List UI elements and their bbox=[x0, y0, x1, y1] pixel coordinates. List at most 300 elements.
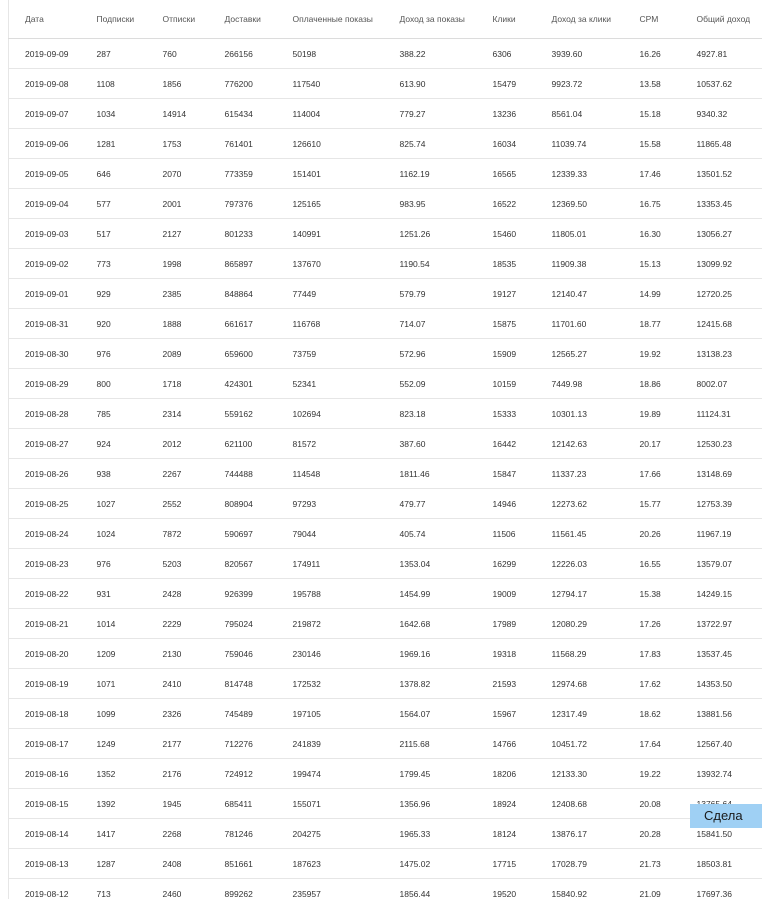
cell-unsubscriptions: 2314 bbox=[147, 399, 209, 429]
cell-paid-impressions: 52341 bbox=[277, 369, 384, 399]
cell-unsubscriptions: 1888 bbox=[147, 309, 209, 339]
cell-impression-revenue: 405.74 bbox=[384, 519, 477, 549]
table-row bbox=[9, 399, 762, 429]
cell-clicks: 19520 bbox=[477, 879, 536, 899]
cell-cpm: 15.13 bbox=[624, 249, 681, 279]
cell-clicks: 18206 bbox=[477, 759, 536, 789]
table-row bbox=[9, 309, 762, 339]
table-row bbox=[9, 819, 762, 849]
cell-date: 2019-08-27 bbox=[9, 429, 81, 459]
cell-clicks: 15967 bbox=[477, 699, 536, 729]
cell-cpm: 20.26 bbox=[624, 519, 681, 549]
cell-click-revenue: 8561.04 bbox=[536, 99, 624, 129]
cell-subscriptions: 938 bbox=[81, 459, 147, 489]
cell-subscriptions: 1034 bbox=[81, 99, 147, 129]
cell-unsubscriptions: 2267 bbox=[147, 459, 209, 489]
cell-paid-impressions: 151401 bbox=[277, 159, 384, 189]
cell-paid-impressions: 126610 bbox=[277, 129, 384, 159]
cell-paid-impressions: 172532 bbox=[277, 669, 384, 699]
column-header-subscriptions[interactable]: Подписки bbox=[81, 0, 147, 39]
save-toast-button[interactable]: Сдела bbox=[690, 804, 762, 828]
table-row bbox=[9, 339, 762, 369]
cell-subscriptions: 646 bbox=[81, 159, 147, 189]
cell-clicks: 15875 bbox=[477, 309, 536, 339]
cell-unsubscriptions: 1998 bbox=[147, 249, 209, 279]
cell-total-revenue: 12720.25 bbox=[681, 279, 762, 309]
cell-deliveries: 615434 bbox=[209, 99, 277, 129]
cell-date: 2019-09-08 bbox=[9, 69, 81, 99]
cell-impression-revenue: 823.18 bbox=[384, 399, 477, 429]
cell-unsubscriptions: 2127 bbox=[147, 219, 209, 249]
cell-impression-revenue: 1454.99 bbox=[384, 579, 477, 609]
cell-deliveries: 808904 bbox=[209, 489, 277, 519]
cell-subscriptions: 517 bbox=[81, 219, 147, 249]
cell-subscriptions: 1071 bbox=[81, 669, 147, 699]
cell-date: 2019-08-22 bbox=[9, 579, 81, 609]
table-row bbox=[9, 849, 762, 879]
cell-paid-impressions: 81572 bbox=[277, 429, 384, 459]
cell-paid-impressions: 195788 bbox=[277, 579, 384, 609]
cell-date: 2019-08-30 bbox=[9, 339, 81, 369]
cell-paid-impressions: 50198 bbox=[277, 39, 384, 69]
cell-deliveries: 559162 bbox=[209, 399, 277, 429]
cell-clicks: 16442 bbox=[477, 429, 536, 459]
cell-date: 2019-09-06 bbox=[9, 129, 81, 159]
cell-paid-impressions: 174911 bbox=[277, 549, 384, 579]
cell-cpm: 20.08 bbox=[624, 789, 681, 819]
cell-date: 2019-09-04 bbox=[9, 189, 81, 219]
cell-cpm: 16.55 bbox=[624, 549, 681, 579]
cell-clicks: 18535 bbox=[477, 249, 536, 279]
cell-clicks: 16565 bbox=[477, 159, 536, 189]
cell-total-revenue: 14353.50 bbox=[681, 669, 762, 699]
cell-subscriptions: 1209 bbox=[81, 639, 147, 669]
column-header-paid-impressions[interactable]: Оплаченные показы bbox=[277, 0, 384, 39]
cell-cpm: 15.77 bbox=[624, 489, 681, 519]
cell-click-revenue: 12080.29 bbox=[536, 609, 624, 639]
cell-total-revenue: 15841.50 bbox=[681, 819, 762, 849]
cell-paid-impressions: 241839 bbox=[277, 729, 384, 759]
cell-cpm: 19.89 bbox=[624, 399, 681, 429]
cell-deliveries: 926399 bbox=[209, 579, 277, 609]
cell-clicks: 19127 bbox=[477, 279, 536, 309]
cell-impression-revenue: 387.60 bbox=[384, 429, 477, 459]
cell-deliveries: 424301 bbox=[209, 369, 277, 399]
cell-date: 2019-08-16 bbox=[9, 759, 81, 789]
cell-clicks: 15460 bbox=[477, 219, 536, 249]
cell-unsubscriptions: 1856 bbox=[147, 69, 209, 99]
cell-deliveries: 851661 bbox=[209, 849, 277, 879]
table-row bbox=[9, 699, 762, 729]
column-header-deliveries[interactable]: Доставки bbox=[209, 0, 277, 39]
cell-subscriptions: 1392 bbox=[81, 789, 147, 819]
cell-click-revenue: 12317.49 bbox=[536, 699, 624, 729]
cell-click-revenue: 12226.03 bbox=[536, 549, 624, 579]
cell-total-revenue: 13056.27 bbox=[681, 219, 762, 249]
cell-paid-impressions: 97293 bbox=[277, 489, 384, 519]
cell-clicks: 16034 bbox=[477, 129, 536, 159]
cell-deliveries: 712276 bbox=[209, 729, 277, 759]
cell-total-revenue: 13353.45 bbox=[681, 189, 762, 219]
cell-cpm: 17.62 bbox=[624, 669, 681, 699]
stats-table bbox=[8, 0, 762, 899]
cell-unsubscriptions: 2410 bbox=[147, 669, 209, 699]
cell-impression-revenue: 388.22 bbox=[384, 39, 477, 69]
cell-deliveries: 801233 bbox=[209, 219, 277, 249]
cell-impression-revenue: 1811.46 bbox=[384, 459, 477, 489]
cell-deliveries: 795024 bbox=[209, 609, 277, 639]
cell-clicks: 16299 bbox=[477, 549, 536, 579]
cell-unsubscriptions: 760 bbox=[147, 39, 209, 69]
cell-click-revenue: 11039.74 bbox=[536, 129, 624, 159]
cell-subscriptions: 1108 bbox=[81, 69, 147, 99]
cell-clicks: 18124 bbox=[477, 819, 536, 849]
cell-impression-revenue: 1251.26 bbox=[384, 219, 477, 249]
cell-click-revenue: 12565.27 bbox=[536, 339, 624, 369]
table-row bbox=[9, 639, 762, 669]
cell-cpm: 19.22 bbox=[624, 759, 681, 789]
table-body bbox=[9, 39, 762, 899]
cell-paid-impressions: 114548 bbox=[277, 459, 384, 489]
cell-paid-impressions: 125165 bbox=[277, 189, 384, 219]
cell-date: 2019-08-18 bbox=[9, 699, 81, 729]
cell-deliveries: 621100 bbox=[209, 429, 277, 459]
cell-impression-revenue: 1162.19 bbox=[384, 159, 477, 189]
cell-impression-revenue: 1356.96 bbox=[384, 789, 477, 819]
cell-subscriptions: 1014 bbox=[81, 609, 147, 639]
cell-cpm: 21.73 bbox=[624, 849, 681, 879]
cell-unsubscriptions: 2001 bbox=[147, 189, 209, 219]
cell-click-revenue: 12339.33 bbox=[536, 159, 624, 189]
cell-clicks: 11506 bbox=[477, 519, 536, 549]
cell-click-revenue: 17028.79 bbox=[536, 849, 624, 879]
cell-total-revenue: 13099.92 bbox=[681, 249, 762, 279]
cell-clicks: 18924 bbox=[477, 789, 536, 819]
cell-click-revenue: 12140.47 bbox=[536, 279, 624, 309]
cell-click-revenue: 10451.72 bbox=[536, 729, 624, 759]
cell-total-revenue: 11124.31 bbox=[681, 399, 762, 429]
cell-click-revenue: 13876.17 bbox=[536, 819, 624, 849]
cell-total-revenue: 4927.81 bbox=[681, 39, 762, 69]
cell-cpm: 16.30 bbox=[624, 219, 681, 249]
cell-cpm: 15.18 bbox=[624, 99, 681, 129]
table-row bbox=[9, 369, 762, 399]
cell-date: 2019-08-31 bbox=[9, 309, 81, 339]
cell-date: 2019-08-12 bbox=[9, 879, 81, 899]
cell-click-revenue: 12408.68 bbox=[536, 789, 624, 819]
cell-deliveries: 776200 bbox=[209, 69, 277, 99]
column-header-cpm[interactable]: CPM bbox=[624, 0, 681, 39]
cell-unsubscriptions: 2268 bbox=[147, 819, 209, 849]
cell-total-revenue: 11967.19 bbox=[681, 519, 762, 549]
cell-cpm: 17.26 bbox=[624, 609, 681, 639]
cell-total-revenue: 12753.39 bbox=[681, 489, 762, 519]
cell-total-revenue: 10537.62 bbox=[681, 69, 762, 99]
table-row bbox=[9, 489, 762, 519]
cell-paid-impressions: 102694 bbox=[277, 399, 384, 429]
cell-impression-revenue: 1190.54 bbox=[384, 249, 477, 279]
cell-date: 2019-08-28 bbox=[9, 399, 81, 429]
cell-subscriptions: 1027 bbox=[81, 489, 147, 519]
cell-impression-revenue: 572.96 bbox=[384, 339, 477, 369]
cell-unsubscriptions: 1945 bbox=[147, 789, 209, 819]
cell-clicks: 21593 bbox=[477, 669, 536, 699]
cell-paid-impressions: 219872 bbox=[277, 609, 384, 639]
table-row bbox=[9, 159, 762, 189]
cell-subscriptions: 976 bbox=[81, 549, 147, 579]
cell-clicks: 15847 bbox=[477, 459, 536, 489]
cell-clicks: 17989 bbox=[477, 609, 536, 639]
cell-click-revenue: 15840.92 bbox=[536, 879, 624, 899]
table-row bbox=[9, 249, 762, 279]
cell-subscriptions: 931 bbox=[81, 579, 147, 609]
cell-clicks: 13236 bbox=[477, 99, 536, 129]
cell-click-revenue: 12273.62 bbox=[536, 489, 624, 519]
cell-impression-revenue: 1642.68 bbox=[384, 609, 477, 639]
cell-date: 2019-08-19 bbox=[9, 669, 81, 699]
cell-date: 2019-09-01 bbox=[9, 279, 81, 309]
cell-date: 2019-09-09 bbox=[9, 39, 81, 69]
cell-click-revenue: 12133.30 bbox=[536, 759, 624, 789]
cell-subscriptions: 1417 bbox=[81, 819, 147, 849]
cell-impression-revenue: 552.09 bbox=[384, 369, 477, 399]
table-row bbox=[9, 129, 762, 159]
cell-total-revenue: 13579.07 bbox=[681, 549, 762, 579]
cell-click-revenue: 9923.72 bbox=[536, 69, 624, 99]
cell-deliveries: 659600 bbox=[209, 339, 277, 369]
cell-subscriptions: 1287 bbox=[81, 849, 147, 879]
cell-cpm: 20.28 bbox=[624, 819, 681, 849]
cell-impression-revenue: 779.27 bbox=[384, 99, 477, 129]
cell-deliveries: 744488 bbox=[209, 459, 277, 489]
table-row bbox=[9, 609, 762, 639]
cell-deliveries: 773359 bbox=[209, 159, 277, 189]
cell-date: 2019-09-05 bbox=[9, 159, 81, 189]
cell-total-revenue: 13138.23 bbox=[681, 339, 762, 369]
cell-impression-revenue: 479.77 bbox=[384, 489, 477, 519]
cell-paid-impressions: 155071 bbox=[277, 789, 384, 819]
cell-clicks: 19009 bbox=[477, 579, 536, 609]
cell-click-revenue: 3939.60 bbox=[536, 39, 624, 69]
cell-impression-revenue: 1799.45 bbox=[384, 759, 477, 789]
table-row bbox=[9, 579, 762, 609]
cell-date: 2019-08-13 bbox=[9, 849, 81, 879]
cell-click-revenue: 10301.13 bbox=[536, 399, 624, 429]
cell-subscriptions: 1099 bbox=[81, 699, 147, 729]
cell-cpm: 13.58 bbox=[624, 69, 681, 99]
cell-click-revenue: 7449.98 bbox=[536, 369, 624, 399]
table-row bbox=[9, 429, 762, 459]
table-row bbox=[9, 669, 762, 699]
table-row bbox=[9, 279, 762, 309]
cell-date: 2019-08-23 bbox=[9, 549, 81, 579]
cell-total-revenue: 13722.97 bbox=[681, 609, 762, 639]
table-header-row bbox=[9, 0, 762, 39]
table-row bbox=[9, 729, 762, 759]
cell-cpm: 17.64 bbox=[624, 729, 681, 759]
cell-click-revenue: 11337.23 bbox=[536, 459, 624, 489]
cell-paid-impressions: 140991 bbox=[277, 219, 384, 249]
cell-subscriptions: 924 bbox=[81, 429, 147, 459]
cell-date: 2019-08-26 bbox=[9, 459, 81, 489]
cell-unsubscriptions: 2130 bbox=[147, 639, 209, 669]
table-row bbox=[9, 519, 762, 549]
cell-total-revenue: 8002.07 bbox=[681, 369, 762, 399]
cell-click-revenue: 11561.45 bbox=[536, 519, 624, 549]
cell-deliveries: 266156 bbox=[209, 39, 277, 69]
cell-subscriptions: 1352 bbox=[81, 759, 147, 789]
cell-subscriptions: 1024 bbox=[81, 519, 147, 549]
cell-impression-revenue: 983.95 bbox=[384, 189, 477, 219]
cell-date: 2019-08-24 bbox=[9, 519, 81, 549]
column-header-total-revenue[interactable]: Общий доход bbox=[681, 0, 762, 39]
cell-unsubscriptions: 2460 bbox=[147, 879, 209, 899]
table-row bbox=[9, 459, 762, 489]
cell-impression-revenue: 2115.68 bbox=[384, 729, 477, 759]
cell-date: 2019-09-02 bbox=[9, 249, 81, 279]
cell-clicks: 10159 bbox=[477, 369, 536, 399]
cell-deliveries: 781246 bbox=[209, 819, 277, 849]
cell-clicks: 17715 bbox=[477, 849, 536, 879]
cell-click-revenue: 12369.50 bbox=[536, 189, 624, 219]
cell-cpm: 20.17 bbox=[624, 429, 681, 459]
cell-total-revenue: 12530.23 bbox=[681, 429, 762, 459]
cell-paid-impressions: 114004 bbox=[277, 99, 384, 129]
cell-paid-impressions: 187623 bbox=[277, 849, 384, 879]
table-row bbox=[9, 69, 762, 99]
cell-click-revenue: 11805.01 bbox=[536, 219, 624, 249]
cell-impression-revenue: 1965.33 bbox=[384, 819, 477, 849]
cell-click-revenue: 12794.17 bbox=[536, 579, 624, 609]
table-row bbox=[9, 39, 762, 69]
cell-click-revenue: 11701.60 bbox=[536, 309, 624, 339]
cell-date: 2019-08-17 bbox=[9, 729, 81, 759]
column-header-impression-revenue[interactable]: Доход за показы bbox=[384, 0, 477, 39]
column-header-date[interactable]: Дата bbox=[9, 0, 81, 39]
cell-impression-revenue: 714.07 bbox=[384, 309, 477, 339]
cell-clicks: 15909 bbox=[477, 339, 536, 369]
cell-total-revenue: 12415.68 bbox=[681, 309, 762, 339]
column-header-clicks[interactable]: Клики bbox=[477, 0, 536, 39]
cell-paid-impressions: 199474 bbox=[277, 759, 384, 789]
table-row bbox=[9, 99, 762, 129]
cell-subscriptions: 976 bbox=[81, 339, 147, 369]
cell-impression-revenue: 1969.16 bbox=[384, 639, 477, 669]
cell-impression-revenue: 579.79 bbox=[384, 279, 477, 309]
cell-subscriptions: 287 bbox=[81, 39, 147, 69]
cell-clicks: 6306 bbox=[477, 39, 536, 69]
cell-click-revenue: 12142.63 bbox=[536, 429, 624, 459]
cell-unsubscriptions: 2089 bbox=[147, 339, 209, 369]
cell-unsubscriptions: 1718 bbox=[147, 369, 209, 399]
cell-cpm: 17.46 bbox=[624, 159, 681, 189]
cell-impression-revenue: 1353.04 bbox=[384, 549, 477, 579]
cell-deliveries: 899262 bbox=[209, 879, 277, 899]
cell-cpm: 18.62 bbox=[624, 699, 681, 729]
cell-date: 2019-08-29 bbox=[9, 369, 81, 399]
cell-date: 2019-09-03 bbox=[9, 219, 81, 249]
table-row bbox=[9, 879, 762, 899]
cell-unsubscriptions: 1753 bbox=[147, 129, 209, 159]
cell-deliveries: 814748 bbox=[209, 669, 277, 699]
column-header-click-revenue[interactable]: Доход за клики bbox=[536, 0, 624, 39]
cell-cpm: 15.58 bbox=[624, 129, 681, 159]
cell-impression-revenue: 1564.07 bbox=[384, 699, 477, 729]
cell-clicks: 15333 bbox=[477, 399, 536, 429]
cell-paid-impressions: 79044 bbox=[277, 519, 384, 549]
cell-deliveries: 820567 bbox=[209, 549, 277, 579]
cell-impression-revenue: 825.74 bbox=[384, 129, 477, 159]
cell-subscriptions: 785 bbox=[81, 399, 147, 429]
cell-deliveries: 661617 bbox=[209, 309, 277, 339]
stats-table-container bbox=[8, 0, 762, 899]
cell-cpm: 16.75 bbox=[624, 189, 681, 219]
cell-paid-impressions: 197105 bbox=[277, 699, 384, 729]
cell-paid-impressions: 117540 bbox=[277, 69, 384, 99]
cell-total-revenue: 13537.45 bbox=[681, 639, 762, 669]
cell-clicks: 16522 bbox=[477, 189, 536, 219]
cell-total-revenue: 13881.56 bbox=[681, 699, 762, 729]
cell-date: 2019-08-15 bbox=[9, 789, 81, 819]
cell-total-revenue: 11865.48 bbox=[681, 129, 762, 159]
cell-paid-impressions: 116768 bbox=[277, 309, 384, 339]
cell-deliveries: 724912 bbox=[209, 759, 277, 789]
cell-impression-revenue: 1856.44 bbox=[384, 879, 477, 899]
cell-total-revenue: 13501.52 bbox=[681, 159, 762, 189]
cell-unsubscriptions: 2408 bbox=[147, 849, 209, 879]
cell-deliveries: 590697 bbox=[209, 519, 277, 549]
cell-unsubscriptions: 7872 bbox=[147, 519, 209, 549]
cell-clicks: 19318 bbox=[477, 639, 536, 669]
cell-deliveries: 685411 bbox=[209, 789, 277, 819]
cell-date: 2019-08-20 bbox=[9, 639, 81, 669]
cell-total-revenue: 14249.15 bbox=[681, 579, 762, 609]
cell-deliveries: 745489 bbox=[209, 699, 277, 729]
cell-deliveries: 761401 bbox=[209, 129, 277, 159]
cell-click-revenue: 12974.68 bbox=[536, 669, 624, 699]
table-row bbox=[9, 759, 762, 789]
cell-paid-impressions: 235957 bbox=[277, 879, 384, 899]
cell-date: 2019-08-21 bbox=[9, 609, 81, 639]
cell-click-revenue: 11909.38 bbox=[536, 249, 624, 279]
cell-subscriptions: 800 bbox=[81, 369, 147, 399]
cell-unsubscriptions: 5203 bbox=[147, 549, 209, 579]
table-row bbox=[9, 549, 762, 579]
cell-unsubscriptions: 2428 bbox=[147, 579, 209, 609]
cell-impression-revenue: 613.90 bbox=[384, 69, 477, 99]
cell-unsubscriptions: 14914 bbox=[147, 99, 209, 129]
cell-cpm: 18.86 bbox=[624, 369, 681, 399]
cell-paid-impressions: 137670 bbox=[277, 249, 384, 279]
cell-cpm: 17.83 bbox=[624, 639, 681, 669]
cell-total-revenue: 9340.32 bbox=[681, 99, 762, 129]
cell-cpm: 16.26 bbox=[624, 39, 681, 69]
table-row bbox=[9, 789, 762, 819]
cell-cpm: 21.09 bbox=[624, 879, 681, 899]
table-row bbox=[9, 189, 762, 219]
cell-subscriptions: 773 bbox=[81, 249, 147, 279]
cell-total-revenue: 17697.36 bbox=[681, 879, 762, 899]
cell-subscriptions: 920 bbox=[81, 309, 147, 339]
cell-cpm: 17.66 bbox=[624, 459, 681, 489]
cell-deliveries: 865897 bbox=[209, 249, 277, 279]
cell-clicks: 14766 bbox=[477, 729, 536, 759]
cell-paid-impressions: 230146 bbox=[277, 639, 384, 669]
cell-clicks: 14946 bbox=[477, 489, 536, 519]
cell-total-revenue: 18503.81 bbox=[681, 849, 762, 879]
column-header-unsubscriptions[interactable]: Отписки bbox=[147, 0, 209, 39]
cell-deliveries: 759046 bbox=[209, 639, 277, 669]
